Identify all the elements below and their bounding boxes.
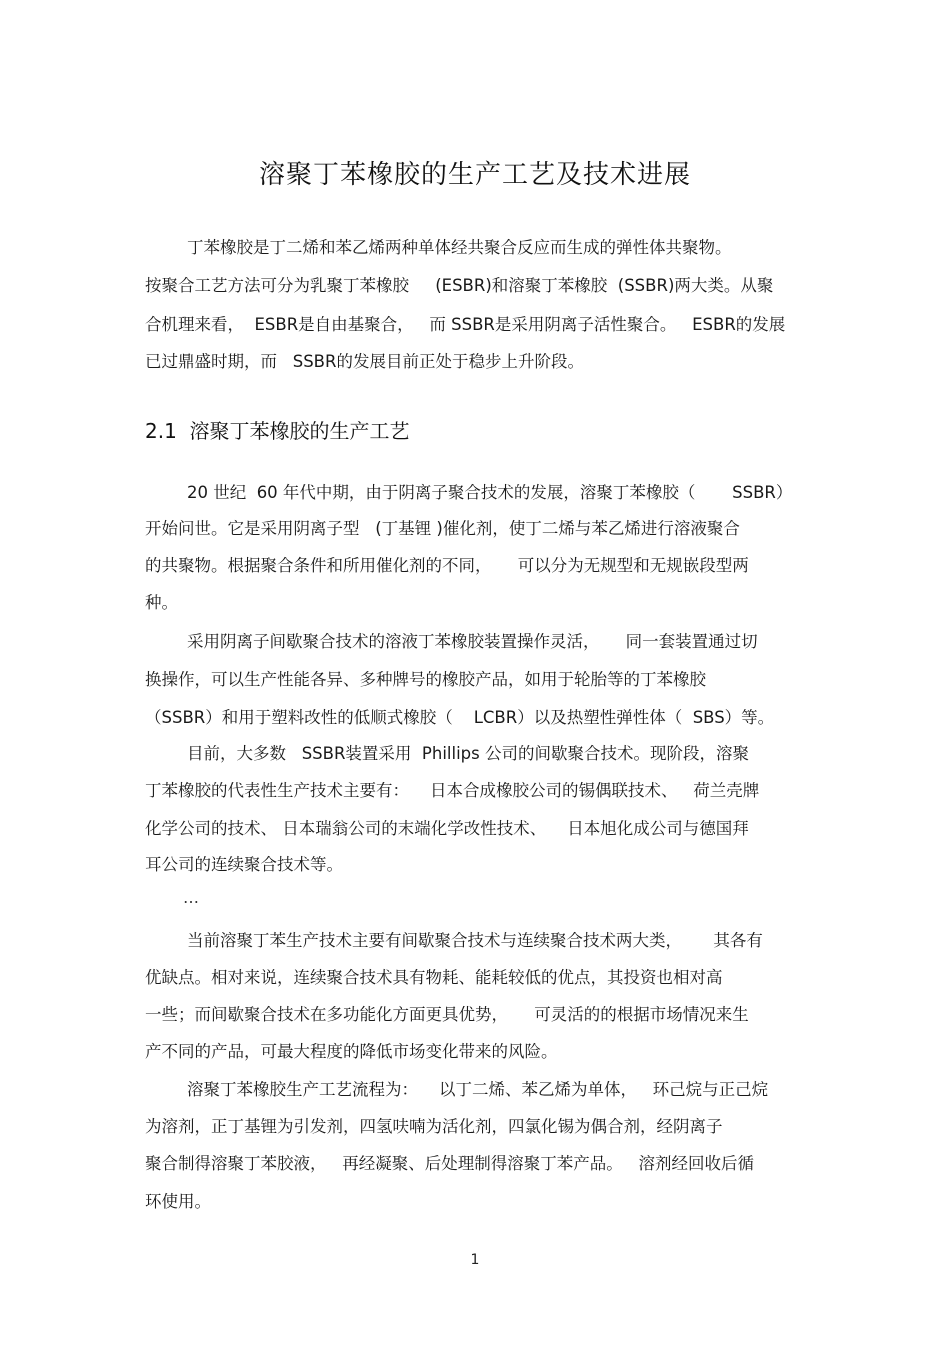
- paragraph-line: 按聚合工艺方法可分为乳聚丁苯橡胶 (ESBR)和溶聚丁苯橡胶 (SSBR)两大类。从聚: [145, 276, 774, 295]
- document-title: 溶聚丁苯橡胶的生产工艺及技术进展: [258, 160, 691, 190]
- paragraph-line: 已过鼎盛时期，而 SSBR的发展目前正处于稳步上升阶段。: [145, 352, 584, 371]
- paragraph-line: 采用阴离子间歇聚合技术的溶液丁苯橡胶装置操作灵活， 同一套装置通过切: [145, 632, 758, 651]
- paragraph-line: 合机理来看， ESBR是自由基聚合， 而 SSBR是采用阴离子活性聚合。 ESBR的发展: [145, 315, 786, 334]
- paragraph-line: 当前溶聚丁苯生产技术主要有间歇聚合技术与连续聚合技术两大类， 其各有: [145, 931, 763, 950]
- paragraph-line: 换操作，可以生产性能各异、多种牌号的橡胶产品，如用于轮胎等的丁苯橡胶: [145, 670, 706, 689]
- paragraph-line: 丁苯橡胶的代表性生产技术主要有： 日本合成橡胶公司的锡偶联技术、 荷兰壳牌: [145, 781, 760, 800]
- paragraph-line: 产不同的产品，可最大程度的降低市场变化带来的风险。: [145, 1042, 558, 1061]
- paragraph-line: 环使用。: [145, 1192, 211, 1211]
- paragraph-line: 目前，大多数 SSBR装置采用 Phillips 公司的间歇聚合技术。现阶段，溶聚: [145, 744, 749, 763]
- paragraph-line: 耳公司的连续聚合技术等。: [145, 855, 343, 874]
- ellipsis: …: [183, 888, 199, 907]
- paragraph-line: 丁苯橡胶是丁二烯和苯乙烯两种单体经共聚合反应而生成的弹性体共聚物。: [145, 238, 732, 257]
- paragraph-line: 溶聚丁苯橡胶生产工艺流程为： 以丁二烯、苯乙烯为单体， 环己烷与正己烷: [145, 1080, 769, 1099]
- paragraph-line: 化学公司的技术、 日本瑞翁公司的末端化学改性技术、 日本旭化成公司与德国拜: [145, 819, 749, 838]
- page-number: 1: [470, 1252, 480, 1268]
- paragraph-line: （SSBR）和用于塑料改性的低顺式橡胶（ LCBR）以及热塑性弹性体（ SBS）等。: [145, 708, 775, 727]
- paragraph-line: 20 世纪 60 年代中期，由于阴离子聚合技术的发展，溶聚丁苯橡胶（ SSBR）: [145, 483, 793, 502]
- paragraph-line: 种。: [145, 593, 178, 612]
- section-heading: 2.1 溶聚丁苯橡胶的生产工艺: [145, 419, 410, 443]
- paragraph-line: 聚合制得溶聚丁苯胶液， 再经凝聚、后处理制得溶聚丁苯产品。 溶剂经回收后循: [145, 1154, 754, 1173]
- paragraph-line: 的共聚物。根据聚合条件和所用催化剂的不同， 可以分为无规型和无规嵌段型两: [145, 556, 749, 575]
- paragraph-line: 优缺点。相对来说，连续聚合技术具有物耗、能耗较低的优点，其投资也相对高: [145, 968, 723, 987]
- paragraph-line: 一些；而间歇聚合技术在多功能化方面更具优势， 可灵活的的根据市场情况来生: [145, 1005, 749, 1024]
- paragraph-line: 为溶剂，正丁基锂为引发剂，四氢呋喃为活化剂，四氯化锡为偶合剂，经阴离子: [145, 1117, 723, 1136]
- paragraph-line: 开始问世。它是采用阴离子型 (丁基锂 )催化剂，使丁二烯与苯乙烯进行溶液聚合: [145, 519, 740, 538]
